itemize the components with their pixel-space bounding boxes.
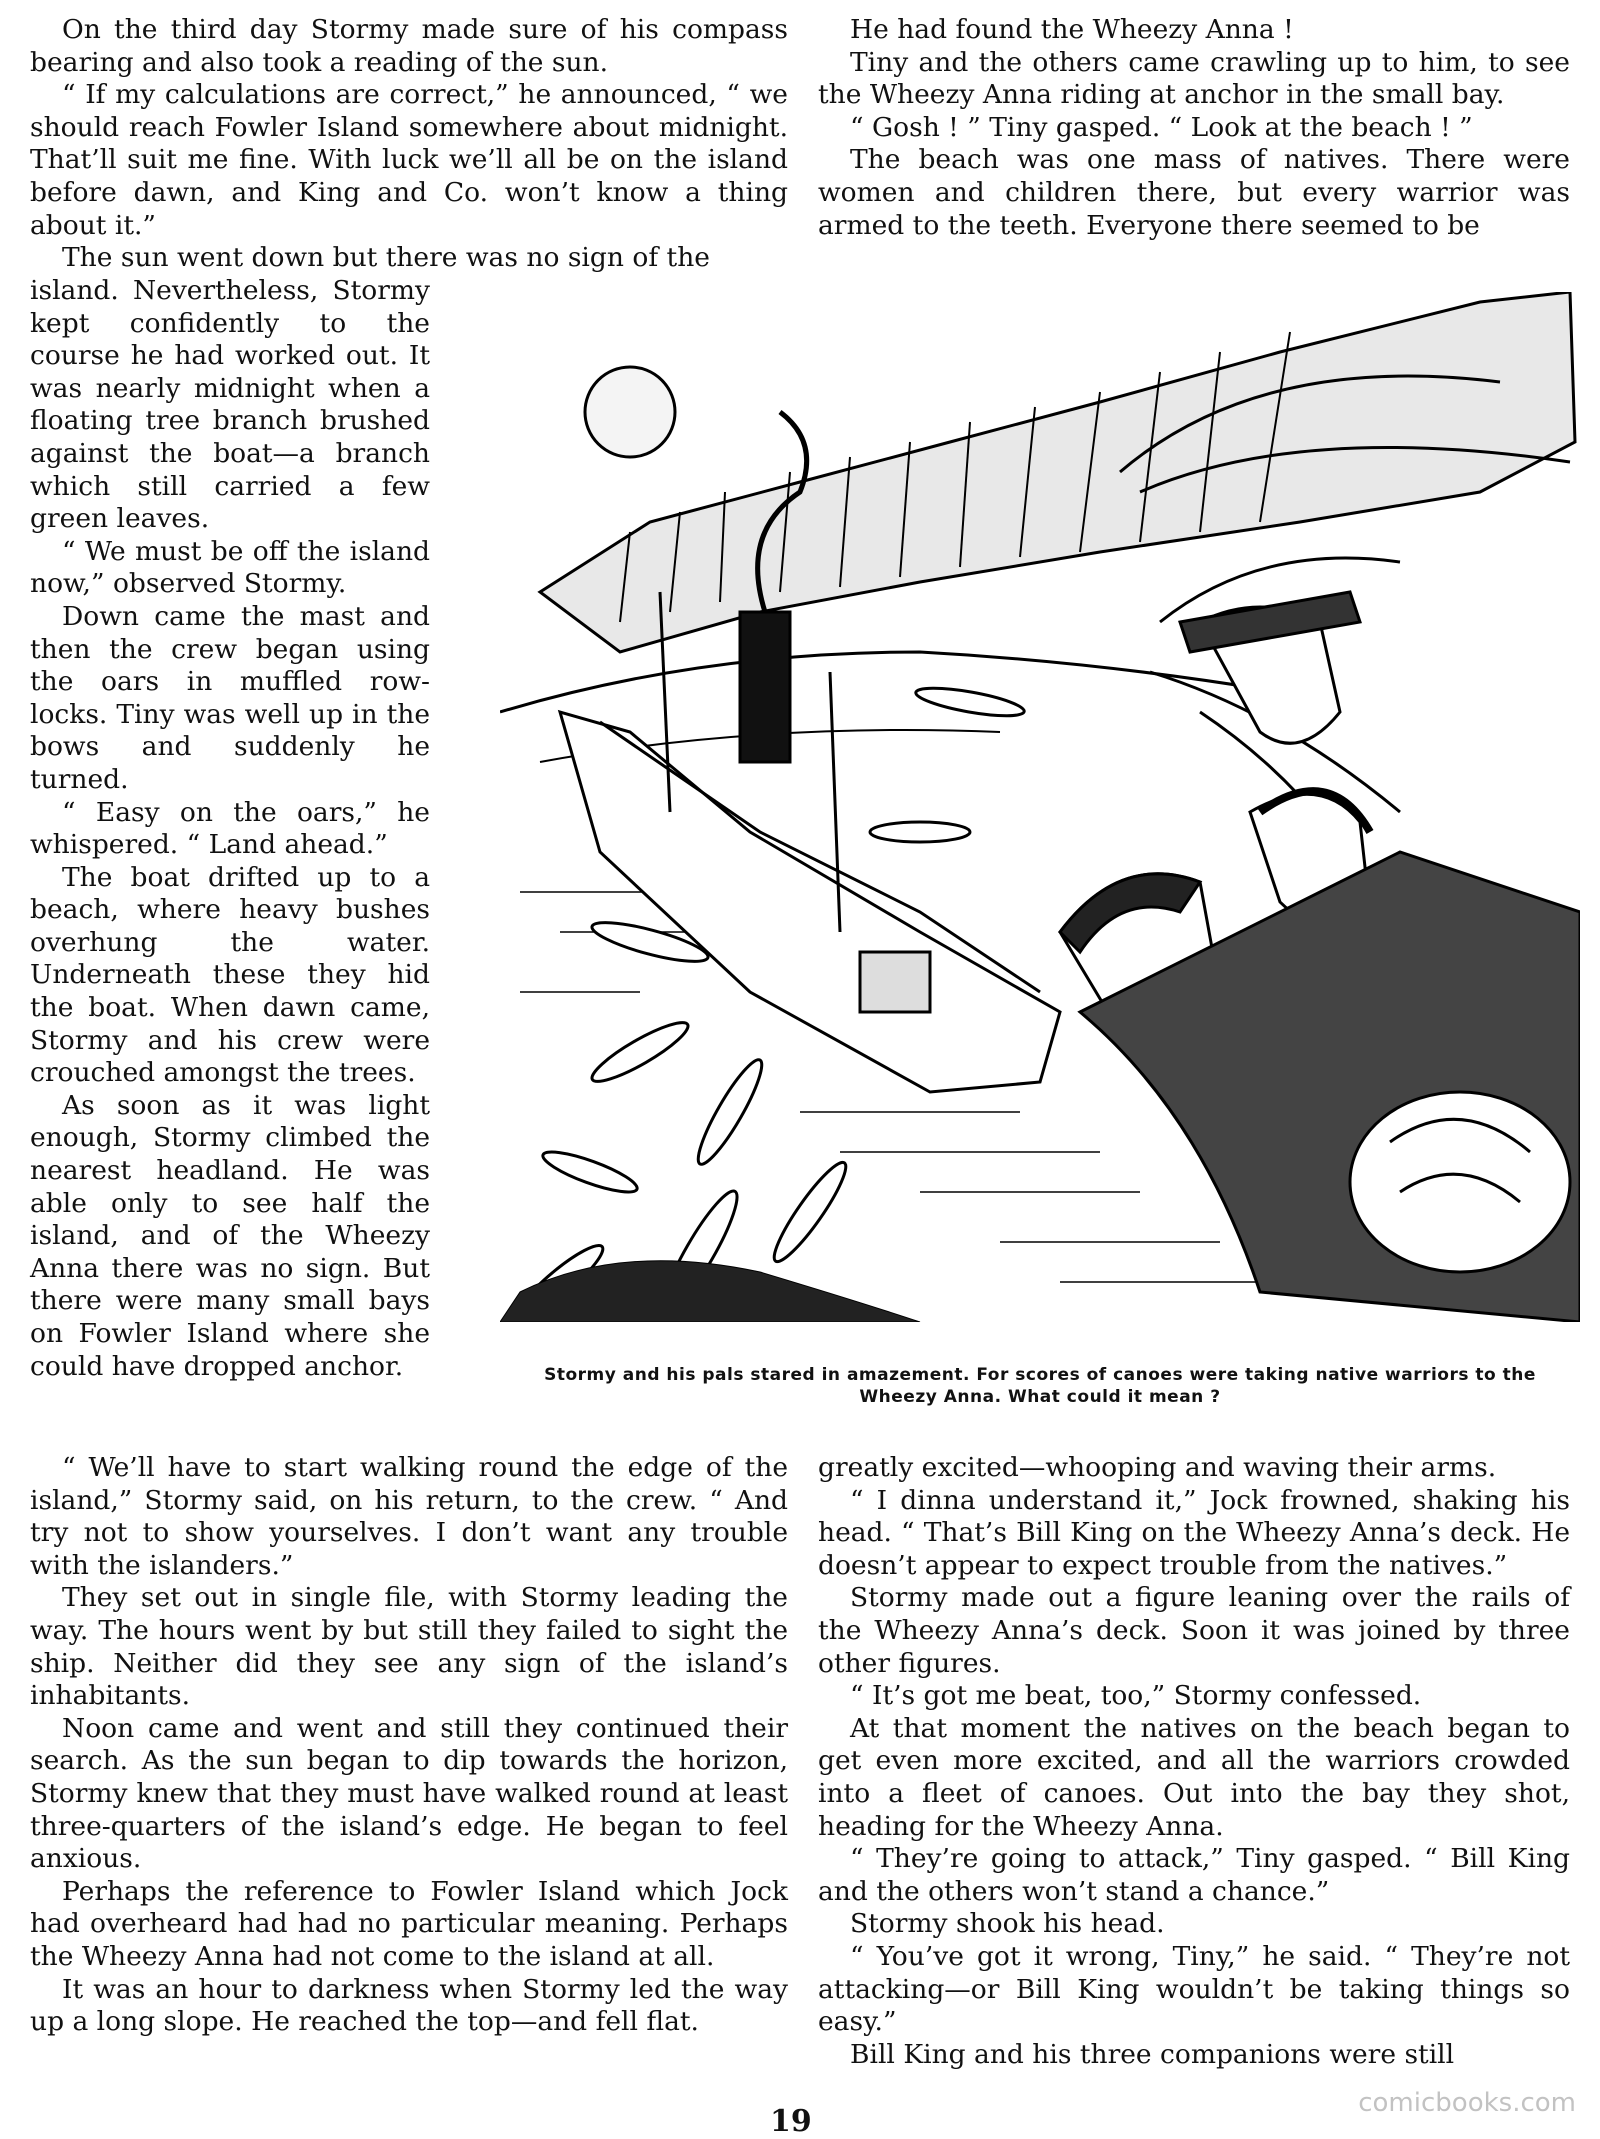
paragraph: As soon as it was light enough, Stormy climbed the nearest headland. He was able only to see half the island, and of the Wheezy Anna there was no sign. But there were many small bays on Fowler Island where she could have dropped anchor. xyxy=(30,1089,430,1382)
column-right-top xyxy=(818,14,1570,242)
paragraph: The beach was one mass of natives. There were women and children there, but every warrior was armed to the teeth. Everyone there seemed to be xyxy=(818,144,1570,241)
column-left-narrow xyxy=(30,275,430,1383)
paragraph: Down came the mast and then the crew began using the oars in muffled row-locks. Tiny was well up in the bows and suddenly he turned. xyxy=(30,600,430,795)
paragraph: Perhaps the reference to Fowler Island which Jock had overheard had had no particular meaning. Perhaps the Wheezy Anna had not come to the island at all. xyxy=(30,1875,788,1972)
illustration-ship-canoes xyxy=(500,292,1580,1322)
onlookers-heads xyxy=(1060,592,1580,1322)
paragraph: Stormy made out a figure leaning over the rails of the Wheezy Anna’s deck. Soon it was joined by three other figures. xyxy=(818,1582,1570,1679)
paragraph: island. Nevertheless, Stormy kept confidently to the course he had worked out. It was nearly midnight when a floating tree branch brushed against the boat—a branch which still carried a few green leaves. xyxy=(30,275,430,535)
paragraph: “ You’ve got it wrong, Tiny,” he said. “ They’re not attacking—or Bill King wouldn’t be taking things so easy.” xyxy=(818,1940,1570,2038)
paragraph: They set out in single file, with Stormy leading the way. The hours went by but still they failed to sight the ship. Neither did they see any sign of the island’s inhabitants. xyxy=(30,1582,788,1712)
page-number: 19 xyxy=(770,2104,812,2139)
paragraph: “ We must be off the island now,” observed Stormy. xyxy=(30,535,430,600)
paragraph: Noon came and went and still they continued their search. As the sun began to dip towards the horizon, Stormy knew that they must have walked round at least three-quarters of the island’s edge. He began to feel anxious. xyxy=(30,1712,788,1875)
paragraph: Stormy shook his head. xyxy=(850,1908,1165,1940)
paragraph: greatly excited—whooping and waving their arms. xyxy=(818,1452,1497,1483)
paragraph: The boat drifted up to a beach, where heavy bushes overhung the water. Underneath these they hid the boat. When dawn came, Stormy and his crew were crouched amongst the trees. xyxy=(30,861,430,1089)
paragraph: “ Easy on the oars,” he whispered. “ Land ahead.” xyxy=(30,796,430,861)
illustration-caption: Stormy and his pals stared in amazement. For scores of canoes were taking native warriors to the Wheezy Anna. What could it mean ? xyxy=(544,1365,1536,1407)
paragraph: “ I dinna understand it,” Jock frowned, shaking his head. “ That’s Bill King on the Wheezy Anna’s deck. He doesn’t appear to expect trouble from the natives.” xyxy=(818,1484,1570,1581)
paragraph: At that moment the natives on the beach began to get even more excited, and all the warriors crowded into a fleet of canoes. Out into the bay they shot, heading for the Wheezy Anna. xyxy=(818,1712,1570,1842)
paragraph: “ If my calculations are correct,” he announced, “ we should reach Fowler Island somewhere about midnight. That’ll suit me fine. With luck we’ll all be on the island before dawn, and King and Co. won’t know a thing about it.” xyxy=(30,79,788,241)
paragraph: “ We’ll have to start walking round the edge of the island,” Stormy said, on his return, to the crew. “ And try not to show yourselves. I don’t want any trouble with the islanders.” xyxy=(30,1452,788,1581)
paragraph: “ It’s got me beat, too,” Stormy confessed. xyxy=(850,1680,1422,1712)
jungle-background xyxy=(500,292,1575,762)
paragraph: Bill King and his three companions were still xyxy=(850,2038,1455,2070)
column-left-top xyxy=(30,14,788,275)
paragraph: He had found the Wheezy Anna ! xyxy=(850,14,1294,45)
paragraph: “ Gosh ! ” Tiny gasped. “ Look at the beach ! ” xyxy=(850,111,1473,143)
column-right-bottom xyxy=(818,1452,1570,2071)
paragraph: Tiny and the others came crawling up to him, to see the Wheezy Anna riding at anchor in the small bay. xyxy=(818,46,1570,111)
column-left-bottom xyxy=(30,1452,788,2039)
watermark: comicbooks.com xyxy=(1358,2088,1576,2118)
paragraph: It was an hour to darkness when Stormy led the way up a long slope. He reached the top—and fell flat. xyxy=(30,1973,788,2038)
paragraph: The sun went down but there was no sign of the xyxy=(62,242,710,274)
paragraph: On the third day Stormy made sure of his compass bearing and also took a reading of the sun. xyxy=(30,14,788,78)
paragraph: “ They’re going to attack,” Tiny gasped. “ Bill King and the others won’t stand a chance.” xyxy=(818,1843,1570,1907)
